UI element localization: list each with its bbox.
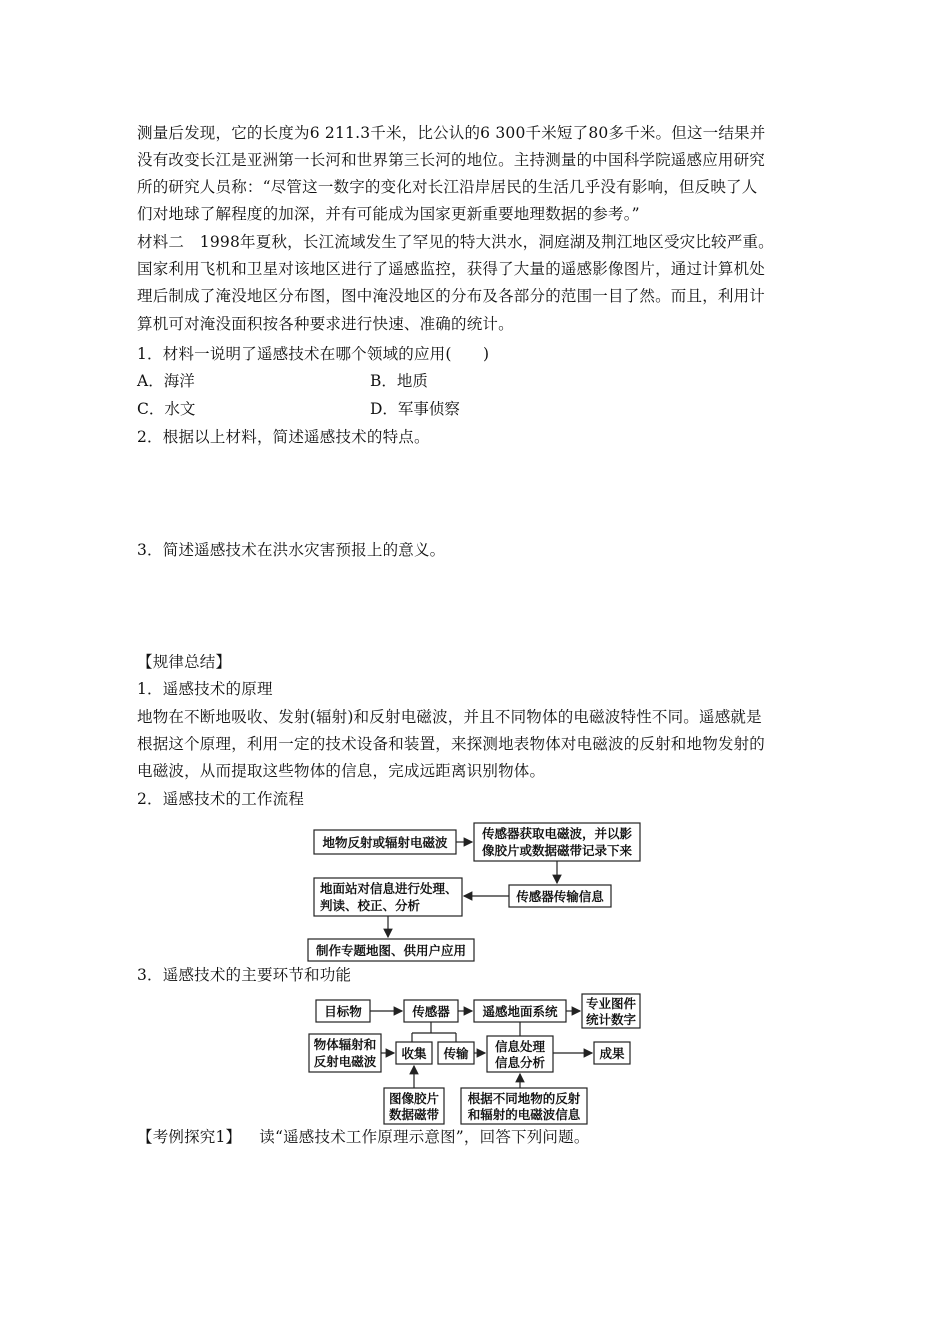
material2-line-2: 国家利用飞机和卫星对该地区进行了遥感监控，获得了大量的遥感影像图片，通过计算机处 (137, 260, 766, 278)
svg-text:目标物: 目标物 (324, 1004, 362, 1019)
example-label: 【考例探究1】 (137, 1128, 242, 1146)
material2-line-1: 材料二 1998年夏秋，长江流域发生了罕见的特大洪水，洞庭湖及荆江地区受灾比较严重。 (137, 233, 774, 251)
material1-line-1: 测量后发现，它的长度为6 211.3千米，比公认的6 300千米短了80多千米。但这一结果并 (137, 124, 766, 142)
flow2-box-ground-system (474, 1000, 566, 1022)
summary-1-title: 1．遥感技术的原理 (137, 680, 273, 698)
option-d: D．军事侦察 (370, 400, 460, 418)
flow1-box-sensor-record (474, 823, 640, 861)
svg-text:传输: 传输 (443, 1046, 469, 1061)
summary-1-line-2: 根据这个原理，利用一定的技术设备和装置，来探测地表物体对电磁波的反射和地物发射的 (137, 735, 766, 753)
option-a: A．海洋 (137, 372, 195, 390)
question-3: 3．简述遥感技术在洪水灾害预报上的意义。 (137, 541, 446, 559)
summary-1-line-3: 电磁波，从而提取这些物体的信息，完成远距离识别物体。 (137, 762, 546, 780)
svg-text:和辐射的电磁波信息: 和辐射的电磁波信息 (467, 1107, 581, 1122)
svg-text:成果: 成果 (599, 1046, 625, 1061)
flow1-box-reflect (314, 830, 456, 854)
svg-text:物体辐射和: 物体辐射和 (313, 1037, 377, 1052)
flow2-box-target (316, 1000, 370, 1022)
option-c: C．水文 (137, 400, 196, 418)
example-line (137, 1124, 817, 1151)
svg-text:地面站对信息进行处理、: 地面站对信息进行处理、 (320, 881, 458, 896)
question-2: 2．根据以上材料，简述遥感技术的特点。 (137, 428, 430, 446)
svg-text:信息分析: 信息分析 (494, 1055, 546, 1070)
question-1: 1．材料一说明了遥感技术在哪个领域的应用( ) (137, 345, 490, 363)
flow2-box-sensor (404, 1000, 458, 1022)
option-b: B．地质 (370, 372, 428, 390)
flow2-box-film (384, 1088, 444, 1124)
flow2-box-basis (461, 1088, 587, 1124)
material2-line-4: 算机可对淹没面积按各种要求进行快速、准确的统计。 (137, 315, 514, 333)
flow2-box-professional-maps (582, 994, 640, 1028)
summary-1-line-1: 地物在不断地吸收、发射(辐射)和反射电磁波，并且不同物体的电磁波特性不同。遥感就是 (137, 708, 762, 726)
flow2-box-collect (396, 1042, 432, 1064)
flow2-box-transmit (438, 1042, 474, 1064)
flow1-box-sensor-transmit (509, 885, 611, 907)
material1-line-2: 没有改变长江是亚洲第一长河和世界第三长河的地位。主持测量的中国科学院遥感应用研究 (137, 151, 766, 169)
flow2-box-radiation (309, 1034, 381, 1072)
summary-3-title: 3．遥感技术的主要环节和功能 (137, 966, 352, 984)
svg-text:判读、校正、分析: 判读、校正、分析 (320, 898, 421, 913)
svg-text:遥感地面系统: 遥感地面系统 (482, 1004, 558, 1019)
example-text: 读“遥感技术工作原理示意图”，回答下列问题。 (259, 1128, 590, 1146)
flow1-box-ground-station (314, 878, 462, 916)
summary-2-title: 2．遥感技术的工作流程 (137, 790, 305, 808)
flow2-box-processing (487, 1036, 553, 1072)
svg-text:传感器传输信息: 传感器传输信息 (516, 889, 604, 904)
svg-text:制作专题地图、供用户应用: 制作专题地图、供用户应用 (315, 943, 467, 958)
svg-text:地物反射或辐射电磁波: 地物反射或辐射电磁波 (322, 835, 448, 850)
flow2-sensor-bracket (412, 1022, 456, 1042)
svg-text:数据磁带: 数据磁带 (388, 1107, 440, 1122)
material2-line-3: 理后制成了淹没地区分布图，图中淹没地区的分布及各部分的范围一目了然。而且，利用计 (137, 287, 766, 305)
svg-text:收集: 收集 (401, 1046, 427, 1061)
svg-text:信息处理: 信息处理 (494, 1039, 546, 1054)
svg-text:传感器: 传感器 (412, 1004, 450, 1019)
flow1-box-mapping (308, 939, 474, 961)
flow2-box-result (594, 1042, 630, 1064)
material1-line-4: 们对地球了解程度的加深，并有可能成为国家更新重要地理数据的参考。” (137, 205, 640, 223)
svg-text:根据不同地物的反射: 根据不同地物的反射 (467, 1091, 581, 1106)
summary-heading: 【规律总结】 (137, 653, 232, 671)
svg-text:传感器获取电磁波，并以影: 传感器获取电磁波，并以影 (481, 826, 633, 841)
material1-line-3: 所的研究人员称：“尽管这一数字的变化对长江沿岸居民的生活几乎没有影响，但反映了人 (137, 178, 758, 196)
svg-text:专业图件: 专业图件 (585, 996, 637, 1011)
svg-text:统计数字: 统计数字 (585, 1012, 637, 1027)
svg-text:图像胶片: 图像胶片 (388, 1091, 440, 1106)
svg-text:像胶片或数据磁带记录下来: 像胶片或数据磁带记录下来 (481, 843, 633, 858)
svg-text:反射电磁波: 反射电磁波 (313, 1054, 377, 1069)
